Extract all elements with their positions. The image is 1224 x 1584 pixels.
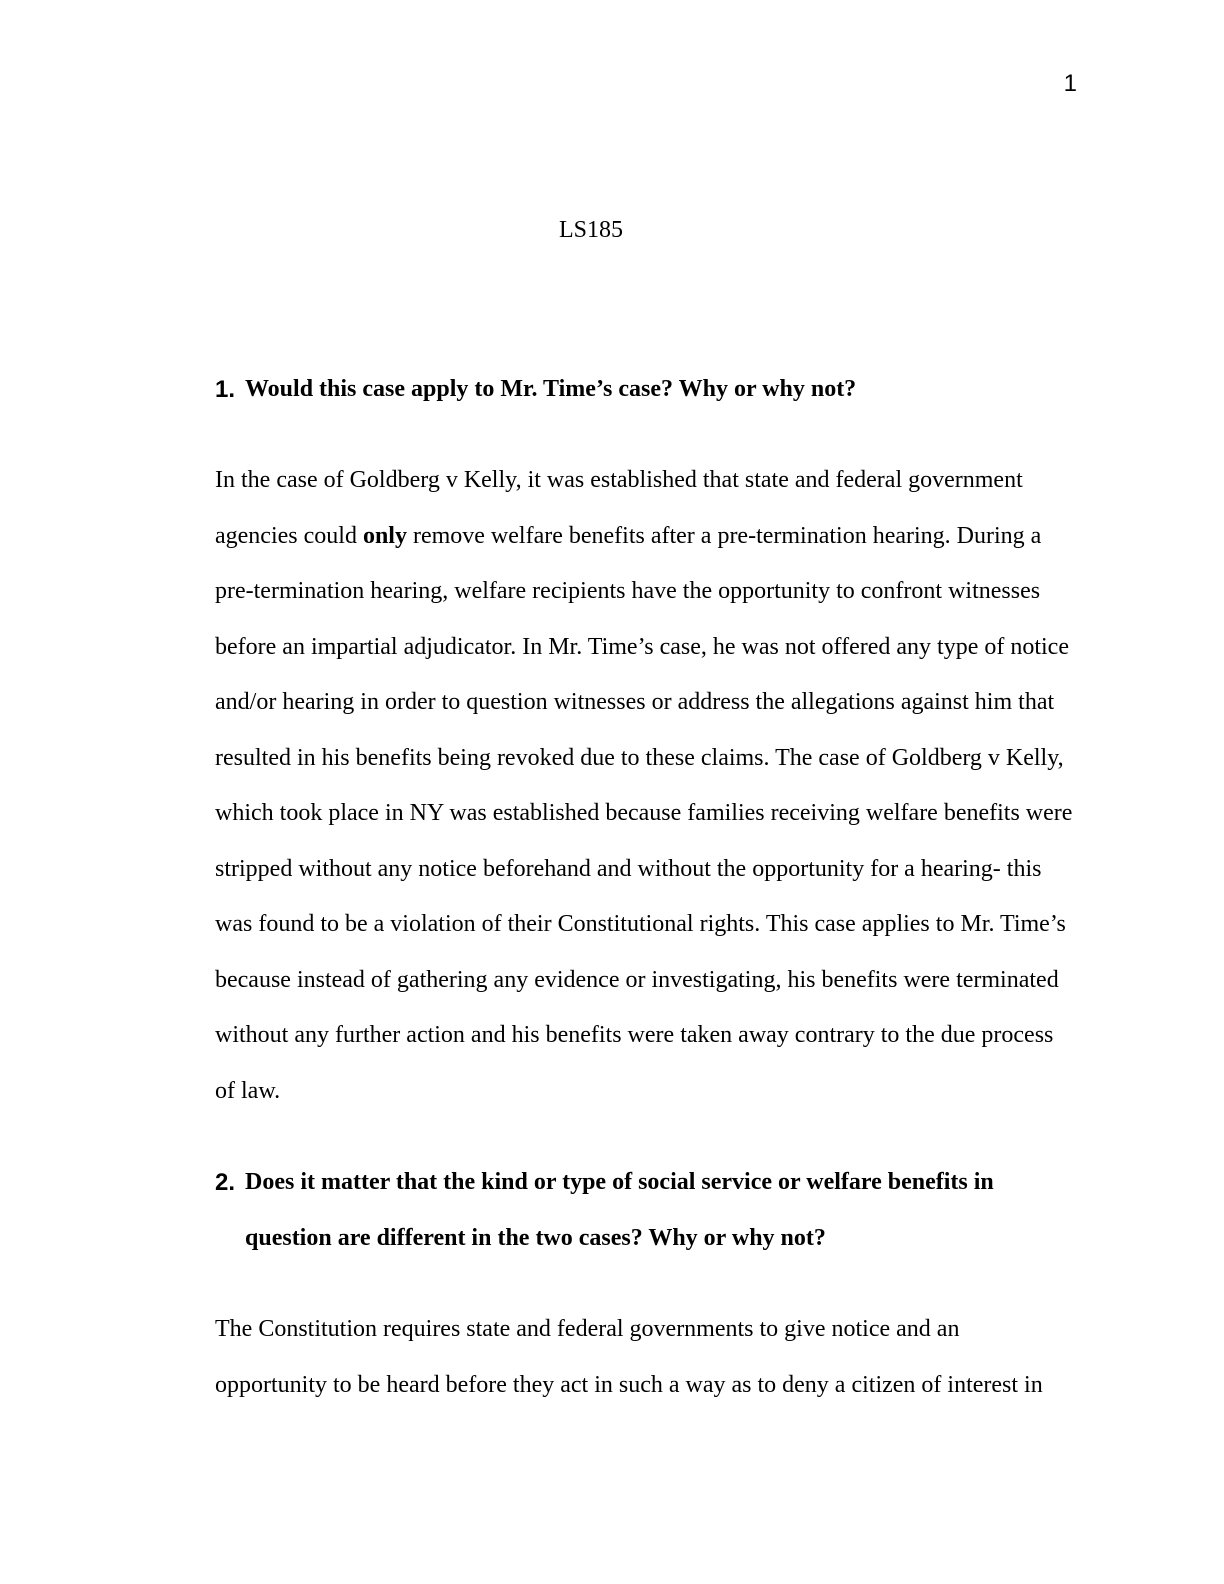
page-number: 1: [1063, 70, 1077, 97]
answer-1-line-2-bold-word: only: [362, 522, 407, 549]
answer-1-line-9: was found to be a violation of their Constitutional rights. This case applies to Mr. Time’s: [215, 911, 1066, 937]
question-2: [215, 1155, 994, 1266]
answer-1-line-12: of law.: [215, 1077, 281, 1104]
answer-1-line-2-post: remove welfare benefits after a pre-termination hearing. During a: [406, 522, 1042, 549]
question-2-line-2: question are different in the two cases? Why or why not?: [245, 1224, 826, 1251]
answer-1-line-1: In the case of Goldberg v Kelly, it was established that state and federal government: [215, 467, 1023, 493]
question-1: [215, 362, 856, 418]
answer-1-line-6: resulted in his benefits being revoked due to these claims. The case of Goldberg v Kelly,: [215, 744, 1064, 771]
answer-1-line-11: without any further action and his benefits were taken away contrary to the due process: [215, 1022, 1054, 1048]
answer-1: [215, 453, 1095, 1119]
answer-2-line-1: The Constitution requires state and federal governments to give notice and an: [215, 1316, 960, 1342]
answer-2-line-2: opportunity to be heard before they act in such a way as to deny a citizen of interest in: [215, 1371, 1043, 1398]
answer-1-line-10: because instead of gathering any evidence or investigating, his benefits were terminated: [215, 966, 1059, 993]
answer-1-line-8: stripped without any notice beforehand and without the opportunity for a hearing- this: [215, 855, 1042, 882]
question-2-number: 2.: [215, 1169, 236, 1196]
answer-2: [215, 1302, 1095, 1413]
answer-1-line-7: which took place in NY was established because families receiving welfare benefits were: [215, 800, 1073, 826]
question-1-text: Would this case apply to Mr. Time’s case? Why or why not?: [245, 376, 857, 402]
answer-1-line-3: pre-termination hearing, welfare recipients have the opportunity to confront witnesses: [215, 578, 1041, 604]
answer-1-line-2-pre: agencies could: [215, 522, 363, 549]
document-title: LS185: [558, 217, 623, 243]
answer-1-line-5: and/or hearing in order to question witnesses or address the allegations against him that: [215, 689, 1055, 715]
question-1-number: 1.: [215, 376, 236, 403]
question-2-line-1: Does it matter that the kind or type of social service or welfare benefits in: [245, 1169, 994, 1195]
answer-1-line-4: before an impartial adjudicator. In Mr. Time’s case, he was not offered any type of notice: [215, 633, 1069, 660]
answer-1-line-2: [215, 509, 1095, 565]
question-2-text: [245, 1155, 994, 1266]
